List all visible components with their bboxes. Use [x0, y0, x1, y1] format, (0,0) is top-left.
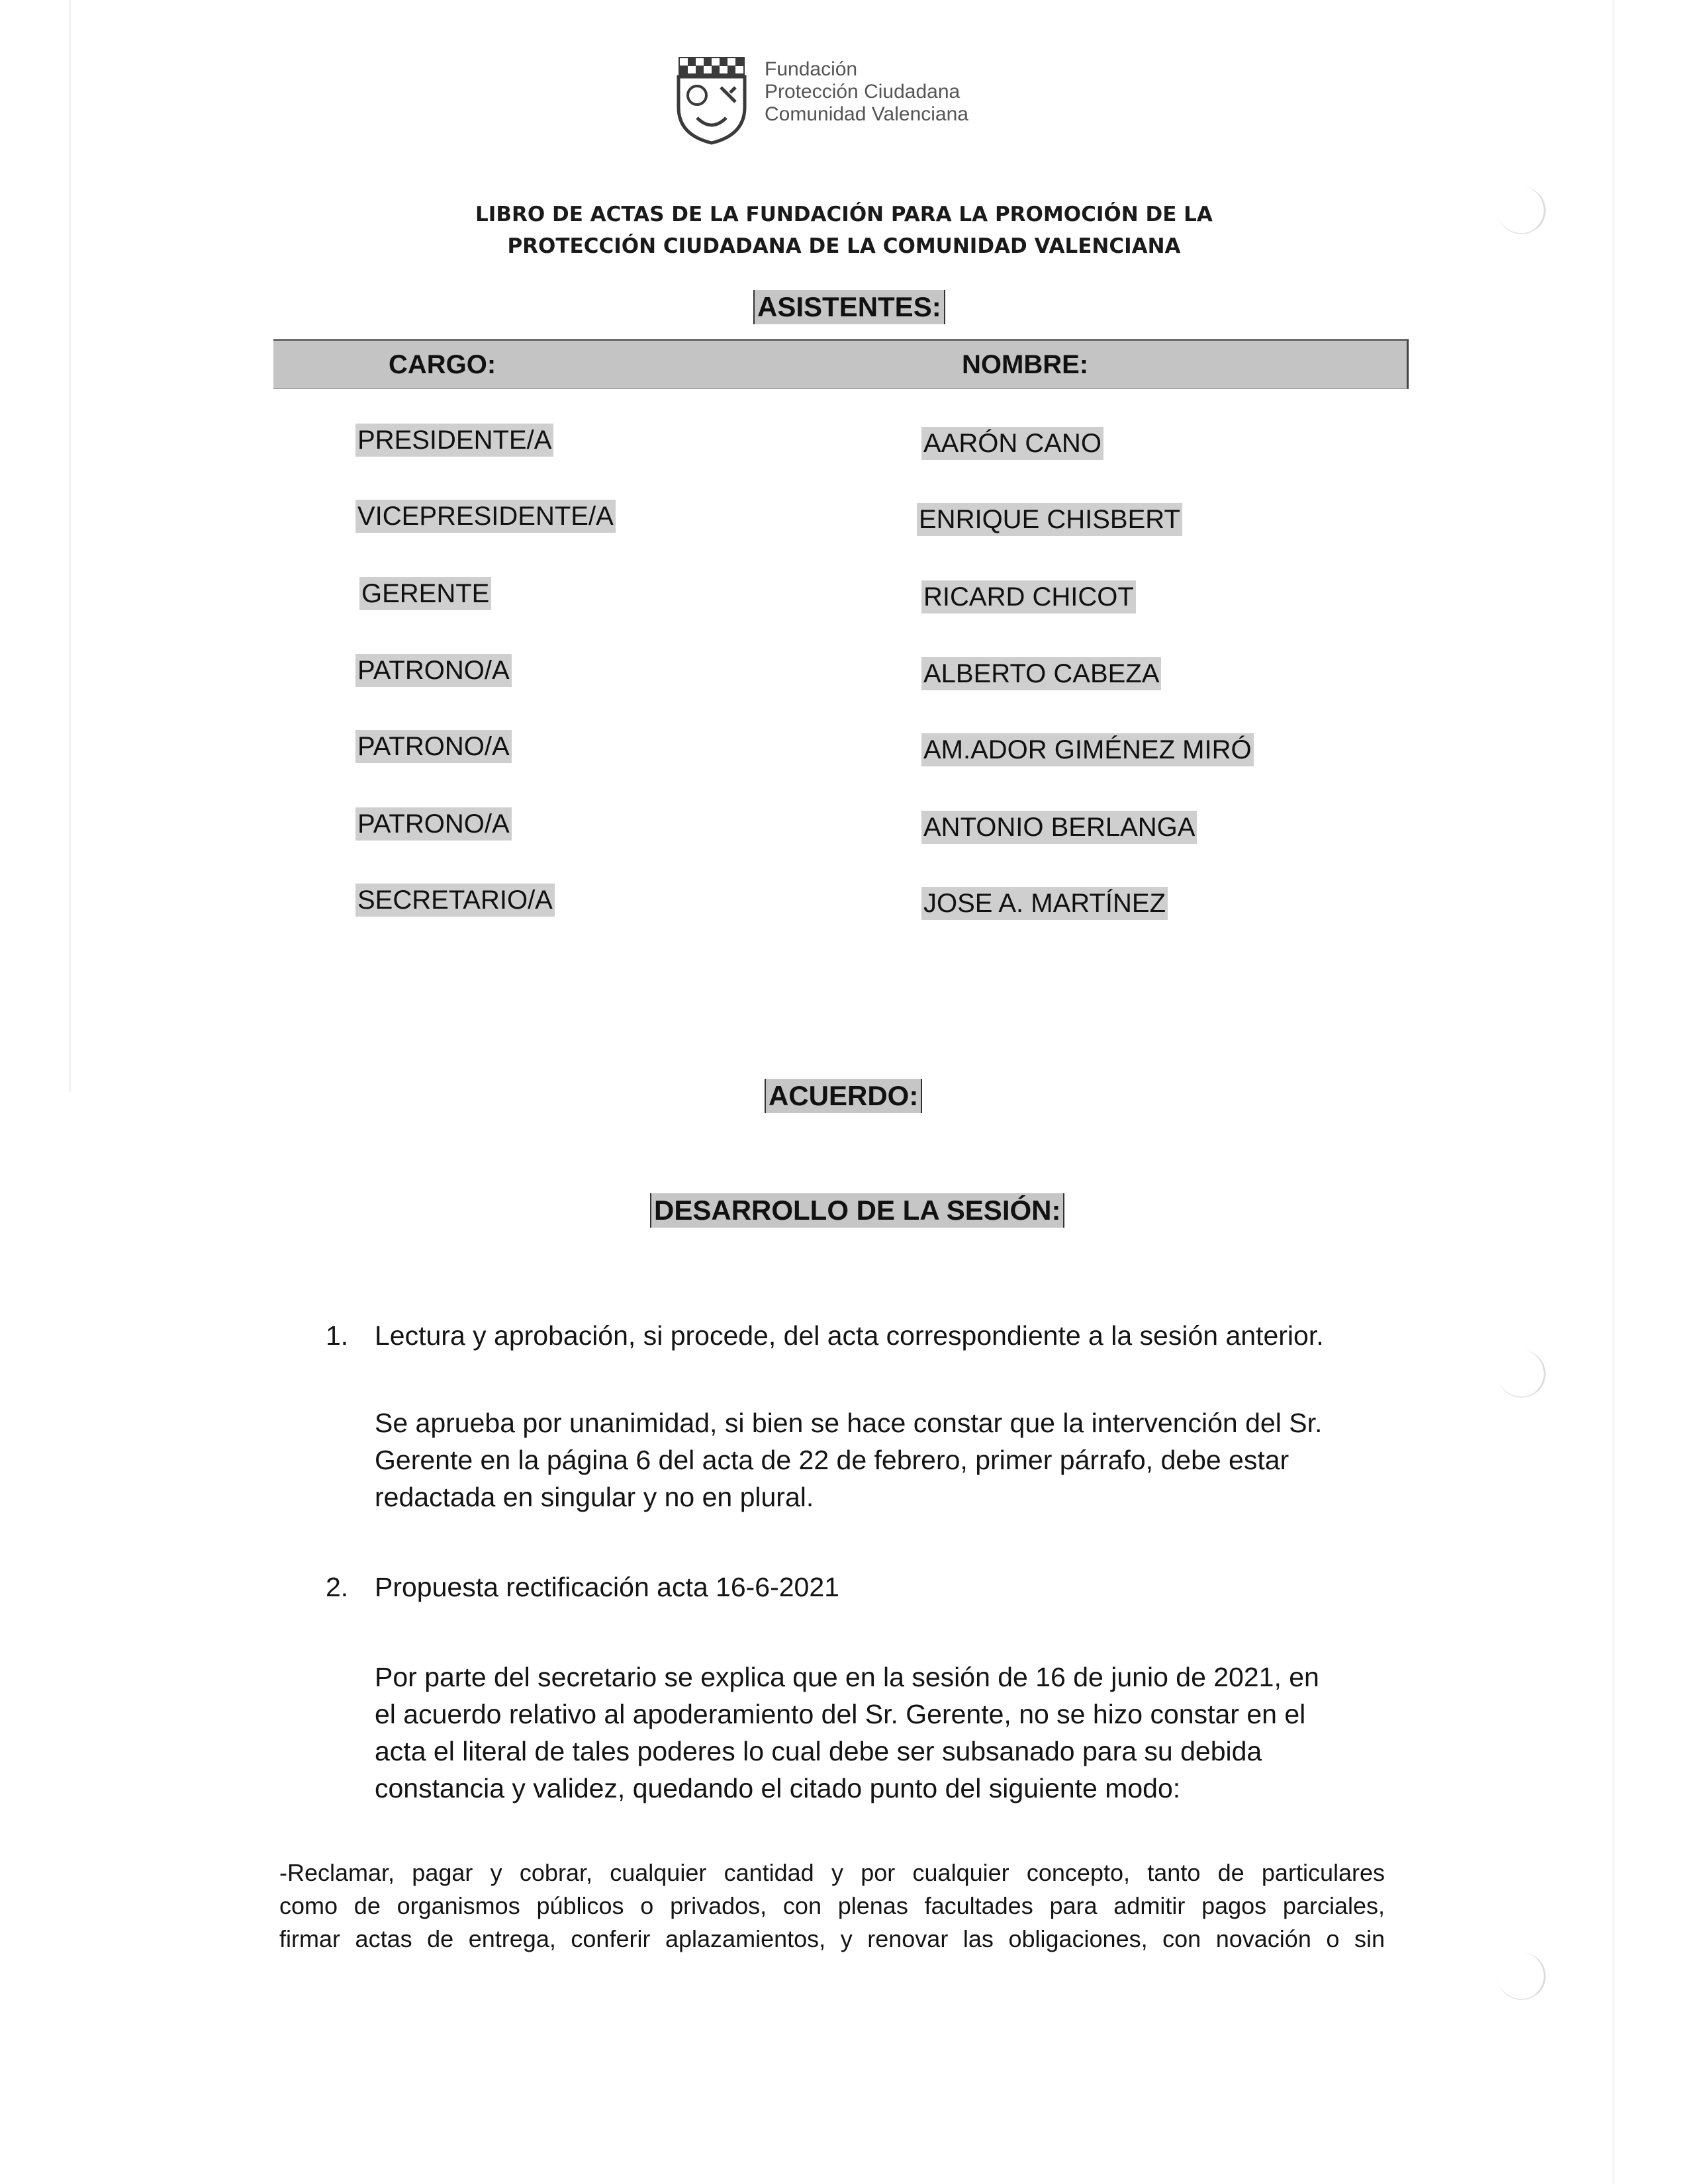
attendance-header-band [273, 339, 1409, 389]
attendee-cargo: GERENTE [359, 577, 491, 610]
attendee-cargo: PATRONO/A [355, 730, 512, 763]
item-title: Propuesta rectificación acta 16-6-2021 [375, 1572, 839, 1602]
powers-paragraph [279, 1856, 1385, 1956]
attendee-nombre: JOSE A. MARTÍNEZ [921, 887, 1168, 920]
body-line: Gerente en la página 6 del acta de 22 de febrero, primer párrafo, debe estar [375, 1445, 1289, 1475]
foundation-logo [672, 54, 1016, 147]
logo-line: Comunidad Valenciana [765, 103, 968, 125]
paragraph-line: firmar actas de entrega, conferir aplazamientos, y renovar las obligaciones, con novación o sin [279, 1925, 1385, 1952]
scan-edge-left [69, 0, 71, 1092]
logo-line: Protección Ciudadana [765, 81, 961, 103]
title-line: PROTECCIÓN CIUDADANA DE LA COMUNIDAD VALENCIANA [507, 234, 1181, 258]
scan-edge-right [1613, 0, 1615, 2184]
punch-hole-bottom [1497, 1952, 1546, 2000]
body-line: Se aprueba por unanimidad, si bien se hace constar que la intervención del Sr. [375, 1408, 1323, 1438]
desarrollo-heading: DESARROLLO DE LA SESIÓN: [650, 1193, 1064, 1228]
paragraph-line: -Reclamar, pagar y cobrar, cualquier cantidad y por cualquier concepto, tanto de particulares [279, 1859, 1385, 1886]
item-2-body [375, 1659, 1319, 1807]
logo-text [765, 58, 968, 126]
item-number: 1. [326, 1320, 349, 1351]
punch-hole-top [1497, 187, 1546, 234]
attendee-nombre: ALBERTO CABEZA [921, 657, 1161, 690]
attendee-nombre: AM.ADOR GIMÉNEZ MIRÓ [921, 733, 1254, 766]
item-title: Lectura y aprobación, si procede, del acta correspondiente a la sesión anterior. [375, 1320, 1324, 1351]
item-number: 2. [326, 1572, 349, 1602]
body-line: constancia y validez, quedando el citado punto del siguiente modo: [375, 1773, 1181, 1803]
cargo-column-label: CARGO: [389, 350, 496, 379]
body-line: el acuerdo relativo al apoderamiento del Sr. Gerente, no se hizo constar en el [375, 1699, 1306, 1729]
attendee-nombre: AARÓN CANO [921, 427, 1103, 460]
nombre-column-label: NOMBRE: [962, 350, 1089, 379]
attendee-cargo: SECRETARIO/A [355, 884, 555, 917]
logo-line: Fundación [765, 58, 858, 80]
body-line: redactada en singular y no en plural. [375, 1482, 814, 1512]
paragraph-line: como de organismos públicos o privados, con plenas facultades para admitir pagos parciales, [279, 1892, 1385, 1919]
shield-emblem-icon [672, 54, 751, 147]
body-line: acta el literal de tales poderes lo cual debe ser subsanado para su debida [375, 1736, 1262, 1766]
document-title [397, 199, 1291, 262]
acuerdo-heading: ACUERDO: [765, 1079, 922, 1113]
attendee-nombre: ENRIQUE CHISBERT [917, 503, 1182, 536]
attendee-nombre: RICARD CHICOT [921, 580, 1136, 614]
attendee-cargo: VICEPRESIDENTE/A [355, 500, 616, 533]
punch-hole-middle [1497, 1350, 1546, 1398]
title-line: LIBRO DE ACTAS DE LA FUNDACIÓN PARA LA PROMOCIÓN DE LA [475, 203, 1213, 226]
attendee-nombre: ANTONIO BERLANGA [921, 811, 1197, 844]
body-line: Por parte del secretario se explica que en la sesión de 16 de junio de 2021, en [375, 1662, 1319, 1692]
asistentes-heading: ASISTENTES: [753, 290, 945, 324]
item-1-body [375, 1404, 1322, 1516]
attendee-cargo: PATRONO/A [355, 807, 512, 841]
attendee-cargo: PRESIDENTE/A [355, 424, 553, 457]
attendee-cargo: PATRONO/A [355, 654, 512, 687]
